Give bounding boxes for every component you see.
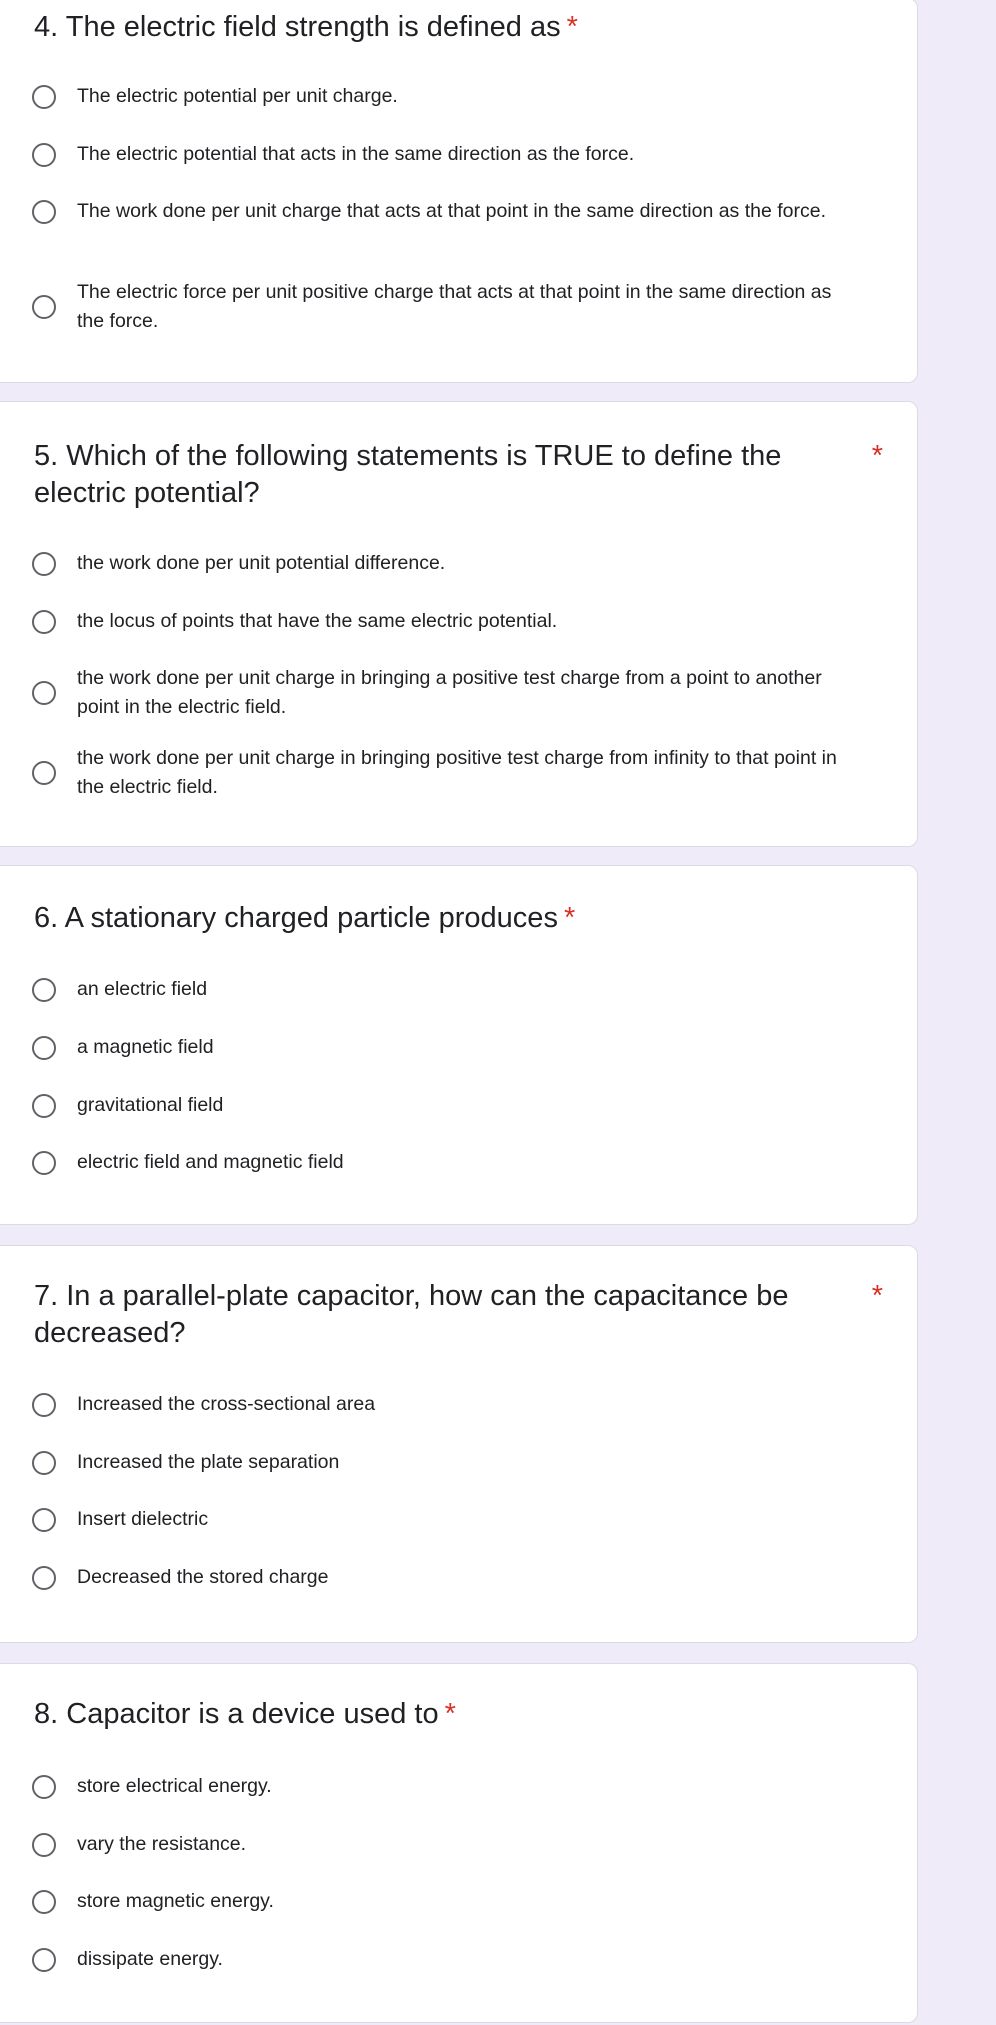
option-label: The electric force per unit positive charge that acts at that point in the same direction as the force. <box>77 281 832 332</box>
required-asterisk: * <box>444 1698 456 1730</box>
question-number: 6. <box>34 902 59 934</box>
radio-unchecked-icon[interactable] <box>32 85 56 109</box>
option-label: Insert dielectric <box>77 1508 209 1530</box>
option-label: The work done per unit charge that acts at that point in the same direction as the force. <box>77 200 827 222</box>
radio-unchecked-icon[interactable] <box>32 552 56 576</box>
option-radio[interactable] <box>32 1945 857 1974</box>
radio-unchecked-icon[interactable] <box>32 143 56 167</box>
option-label: The electric potential per unit charge. <box>77 85 398 107</box>
question-title <box>34 9 883 46</box>
radio-unchecked-icon[interactable] <box>32 1890 56 1914</box>
option-radio[interactable] <box>32 1505 857 1534</box>
radio-unchecked-icon[interactable] <box>32 1508 56 1532</box>
radio-unchecked-icon[interactable] <box>32 1094 56 1118</box>
question-number: 5. <box>34 440 59 472</box>
question-number: 4. <box>34 11 59 43</box>
required-asterisk: * <box>566 11 578 43</box>
question-card-8 <box>0 1663 918 2023</box>
option-radio[interactable] <box>32 1148 857 1177</box>
option-radio[interactable] <box>32 607 857 636</box>
option-label: vary the resistance. <box>77 1833 247 1855</box>
radio-unchecked-icon[interactable] <box>32 978 56 1002</box>
required-asterisk: * <box>871 440 883 472</box>
option-radio[interactable] <box>32 744 857 802</box>
option-label: the work done per unit charge in bringing positive test charge from infinity to that point in the electric field. <box>77 747 837 798</box>
option-label: the work done per unit potential difference. <box>77 552 446 574</box>
question-card-4 <box>0 0 918 383</box>
option-label: dissipate energy. <box>77 1948 223 1970</box>
option-radio[interactable] <box>32 197 857 226</box>
option-radio[interactable] <box>32 975 857 1004</box>
option-radio[interactable] <box>32 1390 857 1419</box>
radio-unchecked-icon[interactable] <box>32 1451 56 1475</box>
question-card-5 <box>0 401 918 847</box>
option-radio[interactable] <box>32 1091 857 1120</box>
option-radio[interactable] <box>32 664 857 722</box>
question-title <box>34 1696 883 1733</box>
question-card-6 <box>0 865 918 1225</box>
radio-unchecked-icon[interactable] <box>32 1151 56 1175</box>
option-radio[interactable] <box>32 1887 857 1916</box>
option-radio[interactable] <box>32 140 857 169</box>
radio-unchecked-icon[interactable] <box>32 200 56 224</box>
question-title <box>34 900 883 937</box>
option-radio[interactable] <box>32 1033 857 1062</box>
radio-unchecked-icon[interactable] <box>32 295 56 319</box>
required-asterisk: * <box>563 902 576 934</box>
question-card-7 <box>0 1245 918 1643</box>
option-label: The electric potential that acts in the same direction as the force. <box>77 143 635 165</box>
option-label: store magnetic energy. <box>77 1890 274 1912</box>
option-label: Increased the plate separation <box>77 1451 340 1473</box>
question-text: A stationary charged particle produces <box>64 902 558 934</box>
option-label: a magnetic field <box>77 1036 214 1058</box>
radio-unchecked-icon[interactable] <box>32 610 56 634</box>
question-title <box>34 1278 883 1352</box>
option-radio[interactable] <box>32 82 857 111</box>
required-asterisk: * <box>871 1280 883 1312</box>
radio-unchecked-icon[interactable] <box>32 1393 56 1417</box>
radio-unchecked-icon[interactable] <box>32 1566 56 1590</box>
option-radio[interactable] <box>32 1772 857 1801</box>
option-label: Increased the cross-sectional area <box>77 1393 376 1415</box>
question-text: In a parallel-plate capacitor, how can the capacitance be decreased? <box>34 1280 789 1349</box>
radio-unchecked-icon[interactable] <box>32 1036 56 1060</box>
radio-unchecked-icon[interactable] <box>32 761 56 785</box>
option-radio[interactable] <box>32 549 857 578</box>
radio-unchecked-icon[interactable] <box>32 1775 56 1799</box>
option-label: gravitational field <box>77 1094 224 1116</box>
question-title <box>34 438 883 512</box>
option-radio[interactable] <box>32 1448 857 1477</box>
radio-unchecked-icon[interactable] <box>32 1833 56 1857</box>
option-label: the work done per unit charge in bringing a positive test charge from a point to another point in the electric field. <box>77 667 822 718</box>
option-label: store electrical energy. <box>77 1775 272 1797</box>
option-label: the locus of points that have the same electric potential. <box>77 610 558 632</box>
question-text: The electric field strength is defined as <box>65 11 561 43</box>
radio-unchecked-icon[interactable] <box>32 1948 56 1972</box>
question-text: Capacitor is a device used to <box>66 1698 439 1730</box>
question-number: 8. <box>34 1698 59 1730</box>
question-text: Which of the following statements is TRUE to define the electric potential? <box>34 440 782 509</box>
option-label: electric field and magnetic field <box>77 1151 344 1173</box>
option-label: Decreased the stored charge <box>77 1566 329 1588</box>
question-number: 7. <box>34 1280 59 1312</box>
radio-unchecked-icon[interactable] <box>32 681 56 705</box>
option-radio[interactable] <box>32 1830 857 1859</box>
option-radio[interactable] <box>32 278 857 336</box>
option-radio[interactable] <box>32 1563 857 1592</box>
option-label: an electric field <box>77 978 208 1000</box>
